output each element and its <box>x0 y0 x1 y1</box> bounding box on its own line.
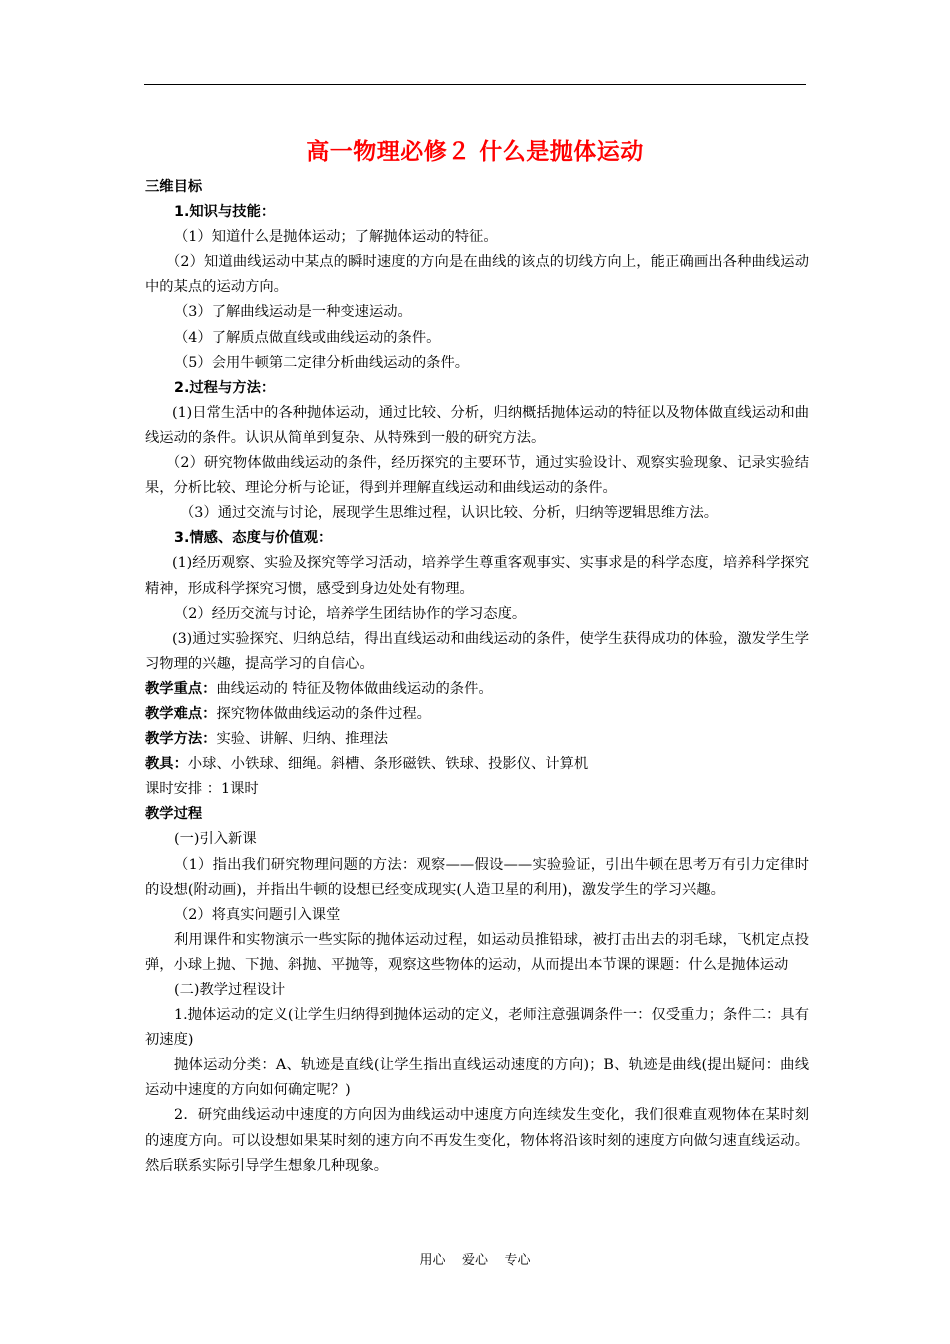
subheading-intro: (一)引入新课 <box>174 831 257 848</box>
paragraph-m2: （2）研究物体做曲线运动的条件，经历探究的主要环节，通过实验设计、观察实验现象、记录实验结果，分析比较、理论分析与论证，得到并理解直线运动和曲线运动的条件。 <box>145 455 809 497</box>
teaching-difficulty-label: 教学难点： <box>145 705 217 722</box>
paragraph-d2: 抛体运动分类：A、轨迹是直线(让学生指出直线运动速度的方向)；B、轨迹是曲线(提出疑问：曲线运动中速度的方向如何确定呢？) <box>145 1057 809 1099</box>
paragraph-k1: （1）知道什么是抛体运动；了解抛体运动的特征。 <box>174 229 498 246</box>
page-footer: 用心 爱心 专心 <box>419 1253 531 1268</box>
teaching-method-label: 教学方法： <box>145 731 217 748</box>
paragraph-k3: （3）了解曲线运动是一种变速运动。 <box>174 304 412 321</box>
teaching-difficulty <box>145 702 809 727</box>
subheading-process-method: 2.过程与方法： <box>174 379 276 396</box>
paragraph-k2: （2）知道曲线运动中某点的瞬时速度的方向是在曲线的该点的切线方向上，能正确画出各种曲线运动中的某点的运动方向。 <box>145 254 809 296</box>
teaching-method <box>145 727 809 752</box>
paragraph-k5: （5）会用牛顿第二定律分析曲线运动的条件。 <box>174 354 470 371</box>
paragraph-e1: (1)经历观察、实验及探究等学习活动，培养学生尊重客观事实、实事求是的科学态度，培养科学探究精神，形成科学探究习惯，感受到身边处处有物理。 <box>145 555 809 597</box>
subheading-emotion: 3.情感、态度与价值观： <box>174 530 333 547</box>
paragraph-intro3: 利用课件和实物演示一些实际的抛体运动过程，如运动员推铅球，被打击出去的羽毛球，飞机定点投弹，小球上抛、下抛、斜抛、平抛等，观察这些物体的运动，从而提出本节课的课题：什么是抛体运动 <box>145 931 809 973</box>
teaching-tools-text: 小球、小铁球、细绳。斜槽、条形磁铁、铁球、投影仪、计算机 <box>187 756 589 773</box>
paragraph-m3: （3）通过交流与讨论，展现学生思维过程，认识比较、分析，归纳等逻辑思维方法。 <box>180 505 719 522</box>
paragraph-m1: (1)日常生活中的各种抛体运动，通过比较、分析，归纳概括抛体运动的特征以及物体做直线运动和曲线运动的条件。认识从简单到复杂、从特殊到一般的研究方法。 <box>145 404 809 446</box>
teaching-focus-text: 曲线运动的 特征及物体做曲线运动的条件。 <box>216 680 493 697</box>
paragraph-intro1: （1）指出我们研究物理问题的方法：观察——假设——实验验证，引出牛顿在思考万有引力定律时的设想(附动画)，并指出牛顿的设想已经变成现实(人造卫星的利用)，激发学生的学习兴趣。 <box>145 856 809 898</box>
teaching-difficulty-text: 探究物体做曲线运动的条件过程。 <box>216 705 431 722</box>
subheading-knowledge: 1.知识与技能： <box>174 204 276 221</box>
paragraph-intro2: （2）将真实问题引入课堂 <box>174 906 341 923</box>
teaching-tools-label: 教具： <box>145 756 188 773</box>
paragraph-e2: （2）经历交流与讨论，培养学生团结协作的学习态度。 <box>174 605 527 622</box>
document-body <box>145 175 809 1179</box>
page-title: 高一物理必修２ 什么是抛体运动 <box>306 139 644 165</box>
paragraph-e3: (3)通过实验探究、归纳总结，得出直线运动和曲线运动的条件，使学生获得成功的体验，激发学生学习物理的兴趣，提高学习的自信心。 <box>145 630 809 672</box>
section-heading-goals: 三维目标 <box>145 179 203 195</box>
paragraph-d3: 2．研究曲线运动中速度的方向因为曲线运动中速度方向连续发生变化，我们很难直观物体在某时刻的速度方向。可以设想如果某时刻的速方向不再发生变化，物体将沿该时刻的速度方向做匀速直线运动。然后联系实际引导学生想象几种现象。 <box>145 1107 809 1174</box>
header-rule <box>144 84 806 85</box>
paragraph-k4: （4）了解质点做直线或曲线运动的条件。 <box>174 329 441 346</box>
teaching-tools <box>145 752 809 777</box>
teaching-focus <box>145 677 809 702</box>
teaching-focus-label: 教学重点： <box>145 680 217 697</box>
teaching-method-text: 实验、讲解、归纳、推理法 <box>216 731 389 748</box>
subheading-design: (二)教学过程设计 <box>174 982 286 998</box>
section-heading-process: 教学过程 <box>145 806 203 823</box>
paragraph-d1: 1.抛体运动的定义(让学生归纳得到抛体运动的定义，老师注意强调条件一：仅受重力；条件二：具有初速度) <box>145 1007 809 1049</box>
class-schedule: 课时安排 ：1课时 <box>145 781 259 798</box>
